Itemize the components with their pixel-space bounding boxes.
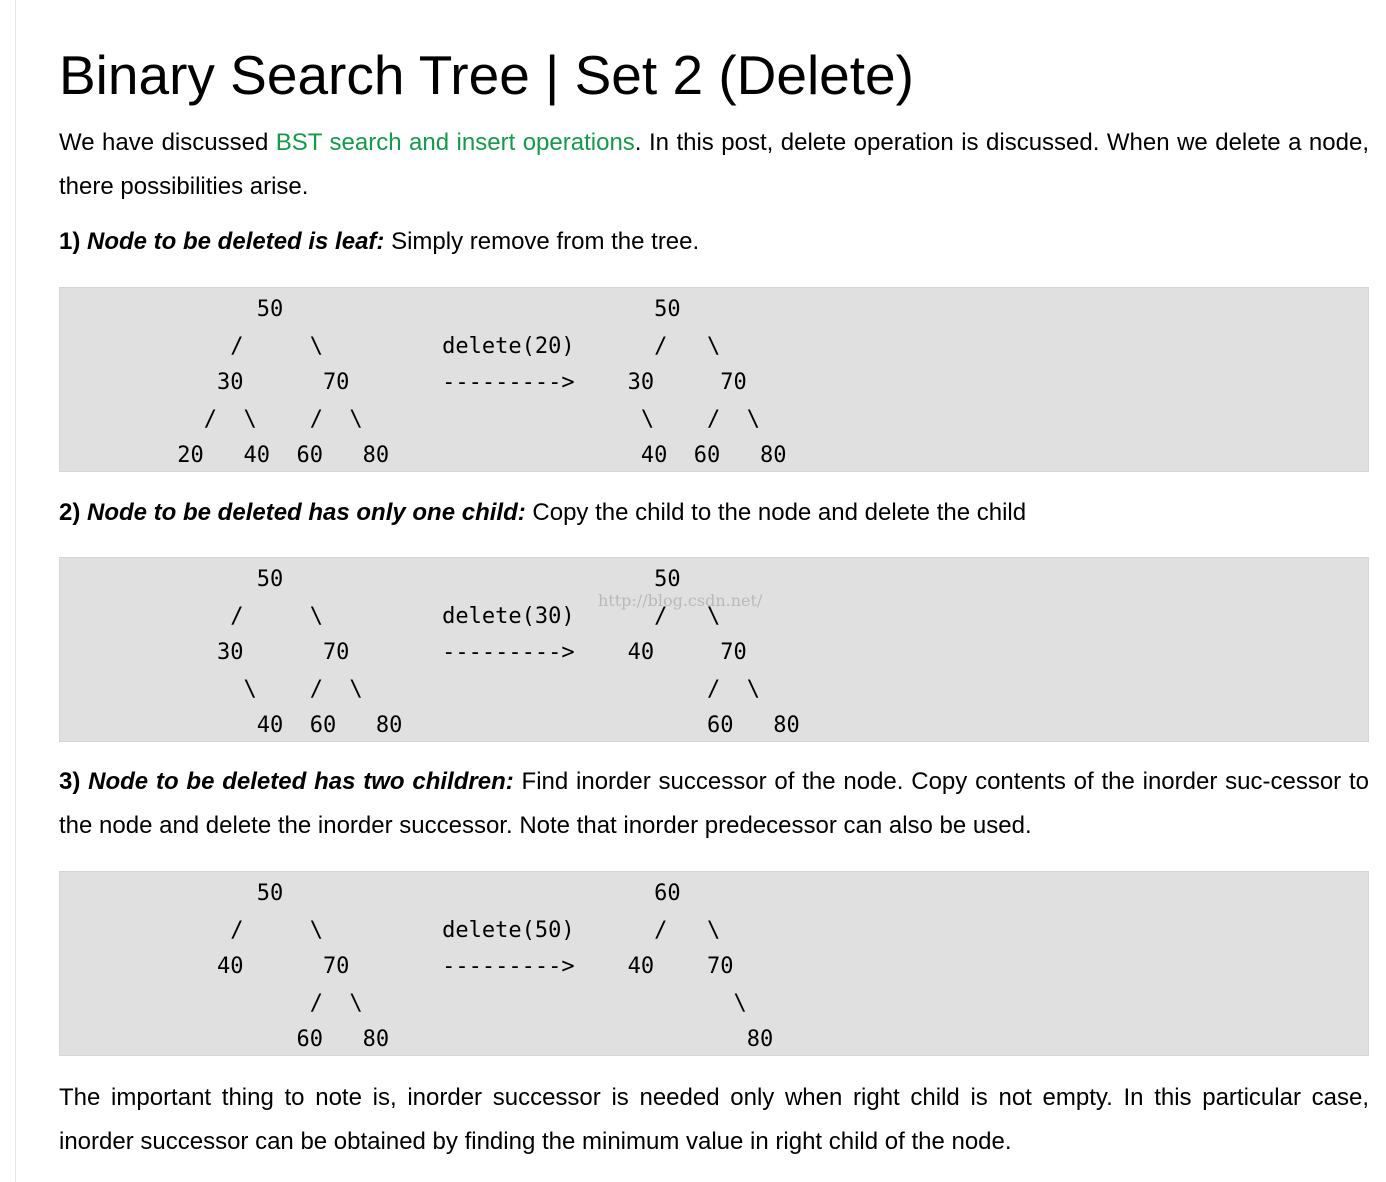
case-2-title: Node to be deleted has only one child:	[87, 499, 526, 526]
case-2-number: 2)	[59, 499, 81, 526]
intro-paragraph	[59, 121, 1369, 209]
intro-text-before: We have discussed	[59, 129, 276, 156]
case-2-heading	[59, 491, 1369, 535]
case-3-description: Find inorder successor of the node. Copy contents of the inorder suc-cessor to the node and delete the inorder successor. Note that inorder predecessor can also be used.	[59, 768, 1369, 839]
case-3-number: 3)	[59, 768, 81, 795]
case-3-code-block	[59, 871, 1369, 1056]
csdn-watermark: http://blog.csdn.net/	[598, 591, 763, 610]
case-1-tree-diagram: 50 50 / \ delete(20) / \ 30 70 ---------> 30 70 / \ / \ \ / \ 20 40 60 80 40 60 80	[177, 297, 787, 468]
closing-paragraph: The important thing to note is, inorder successor is needed only when right child is not empty. In this particular case, inorder successor can be obtained by finding the minimum value in right child of the node.	[59, 1084, 1369, 1155]
left-border-line	[15, 0, 16, 1182]
case-1-description: Simply remove from the tree.	[384, 228, 700, 255]
case-2-tree-diagram: 50 50 / \ delete(30) / \ 30 70 ---------> 40 70 \ / \ / \ 40 60 80 60 80	[216, 567, 800, 738]
case-2-code-block	[59, 557, 1369, 742]
bst-search-insert-link[interactable]: BST search and insert operations	[275, 129, 635, 156]
case-1-title: Node to be deleted is leaf:	[87, 228, 385, 255]
case-2-description: Copy the child to the node and delete the child	[525, 499, 1027, 526]
intro-text-after: . In this post, delete operation is discussed. When we delete a node, there possibilities arise.	[59, 129, 1369, 200]
page-title: Binary Search Tree | Set 2 (Delete)	[59, 44, 914, 106]
case-1-heading	[59, 220, 1369, 264]
case-3-tree-diagram: 50 60 / \ delete(50) / \ 40 70 ---------> 40 70 / \ \ 60 80 80	[216, 881, 774, 1052]
case-1-number: 1)	[59, 228, 81, 255]
case-3-title: Node to be deleted has two children:	[88, 768, 514, 795]
case-3-heading	[59, 760, 1369, 848]
case-1-code-block	[59, 287, 1369, 472]
